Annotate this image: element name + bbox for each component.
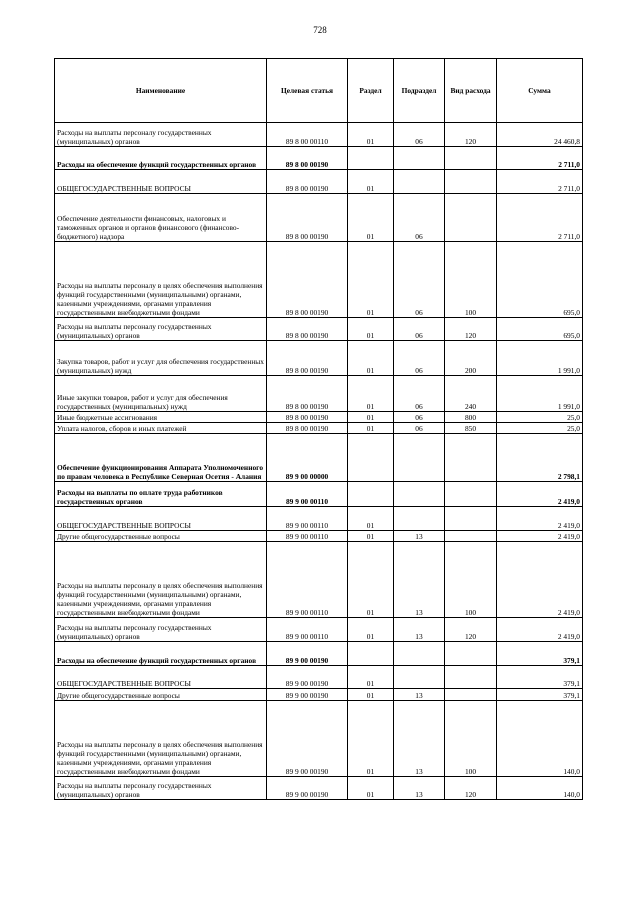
row-subsection: 06	[394, 123, 445, 147]
row-sum: 2 419,0	[497, 531, 583, 542]
row-sum: 2 419,0	[497, 618, 583, 642]
table-row	[55, 170, 583, 194]
row-sum: 25,0	[497, 412, 583, 423]
row-sum: 1 991,0	[497, 341, 583, 376]
row-sum: 379,1	[497, 666, 583, 689]
row-sum: 379,1	[497, 689, 583, 701]
budget-table	[54, 58, 583, 800]
row-expense-type: 240	[445, 376, 497, 412]
row-section: 01	[348, 123, 394, 147]
row-subsection	[394, 507, 445, 531]
row-expense-type	[445, 507, 497, 531]
row-name: Расходы на выплаты персоналу государственных (муниципальных) органов	[55, 777, 267, 800]
row-section: 01	[348, 689, 394, 701]
row-expense-type	[445, 642, 497, 666]
header-subsection: Подраздел	[394, 59, 445, 123]
row-name: Расходы на выплаты персоналу государственных (муниципальных) органов	[55, 318, 267, 341]
row-section: 01	[348, 531, 394, 542]
row-section: 01	[348, 341, 394, 376]
row-sum: 695,0	[497, 318, 583, 341]
row-target-article: 89 8 00 00190	[267, 242, 348, 318]
row-target-article: 89 9 00 00190	[267, 777, 348, 800]
row-target-article: 89 9 00 00110	[267, 618, 348, 642]
row-expense-type	[445, 689, 497, 701]
row-expense-type	[445, 194, 497, 242]
row-subsection: 13	[394, 531, 445, 542]
table-row	[55, 318, 583, 341]
row-subsection: 13	[394, 618, 445, 642]
row-target-article: 89 9 00 00110	[267, 542, 348, 618]
row-subsection: 13	[394, 689, 445, 701]
table-row	[55, 618, 583, 642]
table-row	[55, 242, 583, 318]
row-sum: 379,1	[497, 642, 583, 666]
row-target-article: 89 9 00 00110	[267, 482, 348, 507]
table-row	[55, 341, 583, 376]
row-subsection: 13	[394, 777, 445, 800]
row-subsection: 13	[394, 701, 445, 777]
table-row	[55, 147, 583, 170]
table-row	[55, 482, 583, 507]
row-target-article: 89 9 00 00000	[267, 434, 348, 482]
row-expense-type	[445, 531, 497, 542]
row-name: ОБЩЕГОСУДАРСТВЕННЫЕ ВОПРОСЫ	[55, 507, 267, 531]
row-name: Расходы на обеспечение функций государственных органов	[55, 642, 267, 666]
row-section: 01	[348, 412, 394, 423]
header-expense-type: Вид расхода	[445, 59, 497, 123]
row-subsection: 06	[394, 318, 445, 341]
row-sum: 2 419,0	[497, 542, 583, 618]
row-sum: 24 460,8	[497, 123, 583, 147]
row-section: 01	[348, 542, 394, 618]
row-target-article: 89 8 00 00190	[267, 412, 348, 423]
row-name: Другие общегосударственные вопросы	[55, 531, 267, 542]
row-target-article: 89 9 00 00190	[267, 701, 348, 777]
row-expense-type: 100	[445, 242, 497, 318]
row-subsection	[394, 147, 445, 170]
row-section: 01	[348, 701, 394, 777]
row-expense-type	[445, 666, 497, 689]
row-expense-type: 120	[445, 318, 497, 341]
header-section: Раздел	[348, 59, 394, 123]
row-section: 01	[348, 376, 394, 412]
row-sum: 2 419,0	[497, 482, 583, 507]
page-number: 728	[313, 25, 327, 35]
row-name: Другие общегосударственные вопросы	[55, 689, 267, 701]
row-subsection	[394, 666, 445, 689]
row-subsection: 06	[394, 376, 445, 412]
row-target-article: 89 9 00 00190	[267, 689, 348, 701]
row-section: 01	[348, 318, 394, 341]
row-expense-type: 850	[445, 423, 497, 434]
row-sum: 25,0	[497, 423, 583, 434]
header-sum: Сумма	[497, 59, 583, 123]
row-section: 01	[348, 618, 394, 642]
row-section: 01	[348, 170, 394, 194]
row-target-article: 89 8 00 00190	[267, 341, 348, 376]
row-name: Расходы на выплаты персоналу в целях обеспечения выполнения функций государственными (муниципальными) органами, казенными учреждениями, органами управления государственными внебюджетными фондами	[55, 701, 267, 777]
row-name: Иные закупки товаров, работ и услуг для обеспечения государственных (муниципальных) нужд	[55, 376, 267, 412]
row-sum: 140,0	[497, 701, 583, 777]
table-row	[55, 376, 583, 412]
row-expense-type	[445, 482, 497, 507]
row-expense-type	[445, 147, 497, 170]
table-row	[55, 689, 583, 701]
table-row	[55, 666, 583, 689]
row-section: 01	[348, 666, 394, 689]
row-sum: 1 991,0	[497, 376, 583, 412]
row-target-article: 89 9 00 00110	[267, 507, 348, 531]
row-subsection: 13	[394, 542, 445, 618]
row-subsection	[394, 434, 445, 482]
row-target-article: 89 8 00 00190	[267, 423, 348, 434]
row-expense-type: 200	[445, 341, 497, 376]
row-expense-type: 100	[445, 701, 497, 777]
row-sum: 2 711,0	[497, 147, 583, 170]
table-row	[55, 423, 583, 434]
row-expense-type: 120	[445, 618, 497, 642]
row-sum: 695,0	[497, 242, 583, 318]
table-row	[55, 642, 583, 666]
row-subsection: 06	[394, 412, 445, 423]
row-section: 01	[348, 423, 394, 434]
row-name: Обеспечение функционирования Аппарата Уполномоченного по правам человека в Республике Северная Осетия - Алания	[55, 434, 267, 482]
row-section	[348, 642, 394, 666]
table-row	[55, 531, 583, 542]
row-expense-type: 120	[445, 123, 497, 147]
row-name: Уплата налогов, сборов и иных платежей	[55, 423, 267, 434]
row-target-article: 89 8 00 00190	[267, 194, 348, 242]
row-name: Расходы на выплаты персоналу государственных (муниципальных) органов	[55, 123, 267, 147]
row-section: 01	[348, 242, 394, 318]
table-row	[55, 542, 583, 618]
row-sum: 2 798,1	[497, 434, 583, 482]
row-section: 01	[348, 777, 394, 800]
row-name: Иные бюджетные ассигнования	[55, 412, 267, 423]
row-subsection: 06	[394, 242, 445, 318]
row-subsection: 06	[394, 423, 445, 434]
row-expense-type	[445, 434, 497, 482]
row-subsection: 06	[394, 194, 445, 242]
row-section	[348, 482, 394, 507]
table-row	[55, 777, 583, 800]
row-target-article: 89 8 00 00190	[267, 147, 348, 170]
row-expense-type	[445, 170, 497, 194]
row-name: Закупка товаров, работ и услуг для обеспечения государственных (муниципальных) нужд	[55, 341, 267, 376]
row-section: 01	[348, 507, 394, 531]
table-row	[55, 123, 583, 147]
table-row	[55, 434, 583, 482]
header-target-article: Целевая статья	[267, 59, 348, 123]
row-target-article: 89 8 00 00110	[267, 123, 348, 147]
row-sum: 140,0	[497, 777, 583, 800]
row-name: ОБЩЕГОСУДАРСТВЕННЫЕ ВОПРОСЫ	[55, 666, 267, 689]
row-name: Расходы на выплаты персоналу государственных (муниципальных) органов	[55, 618, 267, 642]
row-target-article: 89 9 00 00110	[267, 531, 348, 542]
table-row	[55, 507, 583, 531]
header-name: Наименование	[55, 59, 267, 123]
row-section: 01	[348, 194, 394, 242]
row-sum: 2 711,0	[497, 194, 583, 242]
row-sum: 2 419,0	[497, 507, 583, 531]
row-name: Расходы на обеспечение функций государственных органов	[55, 147, 267, 170]
row-section	[348, 147, 394, 170]
row-name: Расходы на выплаты персоналу в целях обеспечения выполнения функций государственными (муниципальными) органами, казенными учреждениями, органами управления государственными внебюджетными фондами	[55, 242, 267, 318]
row-name: Расходы на выплаты персоналу в целях обеспечения выполнения функций государственными (муниципальными) органами, казенными учреждениями, органами управления государственными внебюджетными фондами	[55, 542, 267, 618]
row-target-article: 89 9 00 00190	[267, 666, 348, 689]
row-target-article: 89 8 00 00190	[267, 170, 348, 194]
row-subsection	[394, 170, 445, 194]
row-target-article: 89 8 00 00190	[267, 318, 348, 341]
row-expense-type: 100	[445, 542, 497, 618]
row-name: Расходы на выплаты по оплате труда работников государственных органов	[55, 482, 267, 507]
row-target-article: 89 8 00 00190	[267, 376, 348, 412]
row-name: Обеспечение деятельности финансовых, налоговых и таможенных органов и органов финансового (финансово-бюджетного) надзора	[55, 194, 267, 242]
table-row	[55, 194, 583, 242]
row-subsection	[394, 642, 445, 666]
table-header-row	[55, 59, 583, 123]
table-row	[55, 412, 583, 423]
row-sum: 2 711,0	[497, 170, 583, 194]
row-section	[348, 434, 394, 482]
row-expense-type: 120	[445, 777, 497, 800]
row-expense-type: 800	[445, 412, 497, 423]
row-name: ОБЩЕГОСУДАРСТВЕННЫЕ ВОПРОСЫ	[55, 170, 267, 194]
row-target-article: 89 9 00 00190	[267, 642, 348, 666]
row-subsection: 06	[394, 341, 445, 376]
row-subsection	[394, 482, 445, 507]
table-row	[55, 701, 583, 777]
